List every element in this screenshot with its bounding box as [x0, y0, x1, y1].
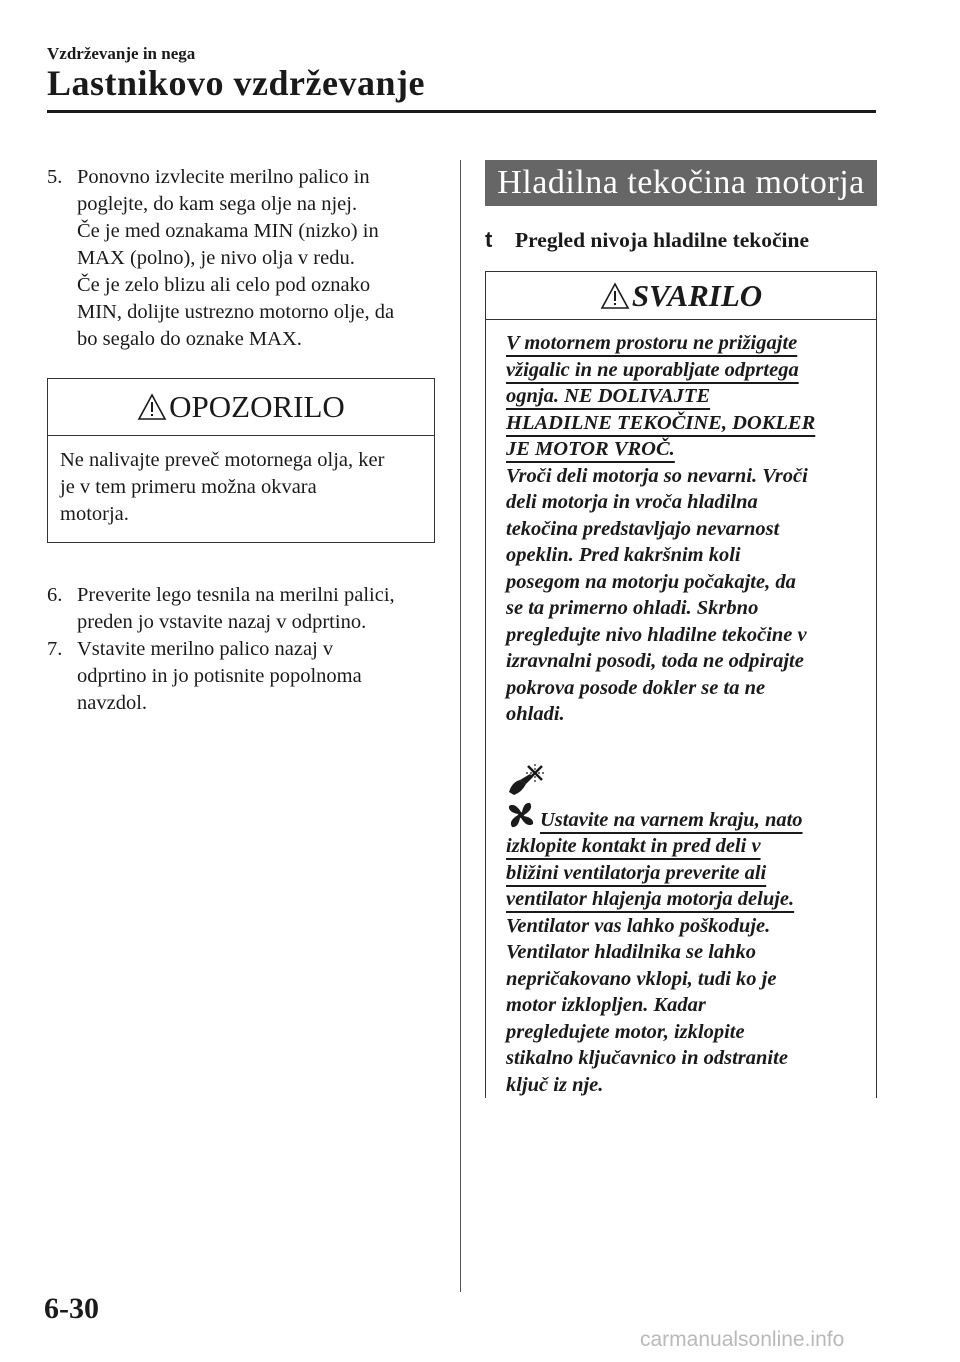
subheading — [485, 227, 877, 253]
page-number: 6-30 — [44, 1292, 99, 1325]
danger-line: ključ iz nje. — [506, 1073, 604, 1096]
danger-emphasis-line: vžigalic in ne uporabljate odprtega — [506, 358, 799, 381]
warning-box — [47, 378, 435, 543]
warning-triangle-icon — [600, 282, 630, 310]
warning-line: je v tem primeru možna okvara — [60, 476, 317, 498]
danger-body — [486, 320, 876, 1098]
danger-line: pokrova posode dokler se ta ne — [506, 676, 766, 699]
danger-line: stikalno ključavnico in odstranite — [506, 1047, 788, 1069]
danger-title — [486, 272, 876, 320]
danger-box — [485, 271, 877, 1098]
page-title: Lastnikovo vzdrževanje — [47, 63, 425, 103]
danger-emphasis-line: HLADILNE TEKOČINE, DOKLER — [506, 411, 816, 434]
fan-icon — [506, 800, 536, 830]
danger-line: posegom na motorju počakajte, da — [506, 570, 796, 593]
warning-line: Ne nalivajte preveč motornega olja, ker — [60, 449, 385, 471]
danger-emphasis-line: bližini ventilatorja preverite ali — [506, 861, 767, 884]
section-label: Vzdrževanje in nega — [47, 44, 196, 63]
step-line: poglejte, do kam sega olje na njej. — [77, 193, 358, 215]
danger-title-text: SVARILO — [631, 277, 763, 313]
step-line: navzdol. — [77, 692, 148, 714]
danger-line: Ventilator vas lahko poškoduje. — [506, 914, 771, 937]
step-7 — [47, 636, 435, 717]
warning-triangle-icon — [137, 393, 167, 421]
hand-fan-warning-icon — [506, 762, 546, 798]
step-line: Ponovno izvlecite merilno palico in — [77, 166, 370, 188]
warning-body — [48, 436, 434, 542]
step-line: bo segalo do oznake MAX. — [77, 328, 302, 350]
step-line: preden jo vstavite nazaj v odprtino. — [77, 611, 367, 633]
right-column — [485, 160, 877, 1098]
step-line: odprtino in jo potisnite popolnoma — [77, 665, 362, 687]
danger-line: motor izklopljen. Kadar — [506, 994, 706, 1016]
watermark: carmanualsonline.info — [640, 1328, 845, 1351]
column-divider — [460, 160, 461, 1292]
danger-line: tekočina predstavljajo nevarnost — [506, 517, 780, 540]
warning-title-text: OPOZORILO — [169, 389, 345, 424]
danger-line: ohladi. — [506, 703, 565, 725]
step-number: 7. — [47, 638, 63, 660]
step-number: 5. — [47, 166, 63, 188]
left-column — [47, 164, 435, 717]
subheading-text: Pregled nivoja hladilne tekočine — [515, 228, 810, 252]
step-line: Če je med oznakama MIN (nizko) in — [77, 220, 379, 242]
danger-emphasis-line: izklopite kontakt in pred deli v — [506, 835, 761, 857]
section-banner: Hladilna tekočina motorja — [485, 160, 877, 206]
danger-line: izravnalni posodi, toda ne odpirajte — [506, 650, 804, 672]
subheading-bullet: t — [485, 227, 493, 252]
danger-line: Ventilator hladilnika se lahko — [506, 941, 757, 963]
step-line: Preverite lego tesnila na merilni palici, — [77, 584, 395, 606]
header-rule — [47, 110, 876, 113]
danger-line: pregledujete motor, izklopite — [506, 1020, 745, 1043]
step-line: Vstavite merilno palico nazaj v — [77, 638, 334, 660]
warning-title — [48, 379, 434, 436]
danger-emphasis-line: ognja. NE DOLIVAJTE — [506, 385, 711, 407]
danger-emphasis-text: Ustavite na varnem kraju, nato — [540, 808, 803, 831]
danger-emphasis-line: JE MOTOR VROČ. — [506, 438, 675, 460]
step-number: 6. — [47, 584, 63, 606]
danger-line: se ta primerno ohladi. Skrbno — [506, 597, 759, 619]
danger-line: Vroči deli motorja so nevarni. Vroči — [506, 464, 808, 487]
danger-line: opeklin. Pred kakršnim koli — [506, 544, 741, 566]
danger-emphasis-line: V motornem prostoru ne prižigajte — [506, 332, 798, 354]
step-5 — [47, 164, 435, 353]
danger-line: pregledujte nivo hladilne tekočine v — [506, 623, 807, 646]
danger-emphasis-line: ventilator hlajenja motorja deluje. — [506, 888, 795, 910]
step-6 — [47, 582, 435, 636]
fan-warning-block — [506, 762, 862, 1099]
step-line: Če je zelo blizu ali celo pod oznako — [77, 274, 371, 296]
step-line: MAX (polno), je nivo olja v redu. — [77, 247, 355, 269]
danger-emphasis-line — [506, 800, 862, 834]
danger-line: nepričakovano vklopi, tudi ko je — [506, 967, 777, 990]
warning-line: motorja. — [60, 503, 129, 525]
step-line: MIN, dolijte ustrezno motorno olje, da — [77, 301, 395, 323]
danger-line: deli motorja in vroča hladilna — [506, 491, 758, 513]
